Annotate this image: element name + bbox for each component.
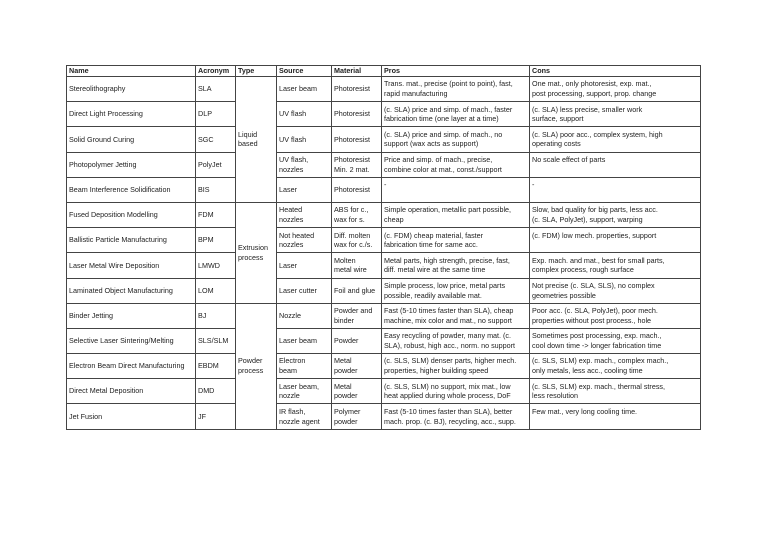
name-cell: Direct Light Processing <box>67 102 196 127</box>
pros-cell <box>382 202 530 227</box>
name-cell: Binder Jetting <box>67 303 196 328</box>
header-type: Type <box>236 66 277 77</box>
source-cell <box>277 102 332 127</box>
material-cell <box>332 328 382 353</box>
source-cell-line: Laser cutter <box>279 285 317 295</box>
source-cell <box>277 228 332 253</box>
acronym-cell: BJ <box>196 303 236 328</box>
cons-cell <box>530 379 701 404</box>
material-cell-line: Metal <box>334 381 352 391</box>
material-cell-line: powder <box>334 416 358 426</box>
name-cell: Direct Metal Deposition <box>67 379 196 404</box>
type-group-cell: Powder process <box>236 303 277 429</box>
material-cell-line: powder <box>334 366 358 376</box>
table-row <box>67 404 701 429</box>
table-row <box>67 328 701 353</box>
pros-cell-line: cheap <box>384 215 404 225</box>
cons-cell <box>530 228 701 253</box>
cons-cell-line: Slow, bad quality for big parts, less acc. <box>532 205 658 215</box>
header-source: Source <box>277 66 332 77</box>
source-cell-line: nozzles <box>279 164 304 174</box>
source-cell <box>277 253 332 278</box>
material-cell-line: Photoresist <box>334 109 370 119</box>
acronym-cell: SGC <box>196 127 236 152</box>
cons-cell <box>530 177 701 202</box>
acronym-cell: PolyJet <box>196 152 236 177</box>
pros-cell-line: Metal parts, high strength, precise, fast, <box>384 255 510 265</box>
name-cell: Jet Fusion <box>67 404 196 429</box>
pros-cell-line: fabrication time for same acc. <box>384 240 478 250</box>
table-row <box>67 278 701 303</box>
header-pros: Pros <box>382 66 530 77</box>
pros-cell-line: (c. SLS, SLM) no support, mix mat., low <box>384 381 511 391</box>
table-row <box>67 228 701 253</box>
cons-cell-line <box>532 417 698 427</box>
pros-cell <box>382 77 530 102</box>
name-cell: Stereolithography <box>67 77 196 102</box>
cons-cell <box>530 303 701 328</box>
pros-cell-line: (c. SLS, SLM) denser parts, higher mech. <box>384 356 517 366</box>
cons-cell <box>530 127 701 152</box>
pros-cell-line: diff. metal wire at the same time <box>384 265 486 275</box>
pros-cell-line: Fast (5-10 times faster than SLA), cheap <box>384 306 514 316</box>
material-cell-line: Photoresist <box>334 134 370 144</box>
cons-cell <box>530 77 701 102</box>
source-cell <box>277 177 332 202</box>
pros-cell <box>382 127 530 152</box>
cons-cell-line: properties without post process., hole <box>532 315 652 325</box>
cons-cell-line: cool down time -> longer fabrication time <box>532 340 662 350</box>
source-cell-line: Laser <box>279 184 297 194</box>
table-row <box>67 102 701 127</box>
material-cell-line: wax for s. <box>334 215 365 225</box>
pros-cell <box>382 303 530 328</box>
name-cell: Solid Ground Curing <box>67 127 196 152</box>
material-cell-line: binder <box>334 315 354 325</box>
name-cell: Laser Metal Wire Deposition <box>67 253 196 278</box>
cons-cell-line: One mat., only photoresist, exp. mat., <box>532 79 652 89</box>
cons-cell-line: surface, support <box>532 114 584 124</box>
source-cell-line: Laser beam <box>279 84 317 94</box>
table-row <box>67 253 701 278</box>
cons-cell-line: Poor acc. (c. SLA, PolyJet), poor mech. <box>532 306 658 316</box>
cons-cell-line: - <box>532 180 535 190</box>
pros-cell <box>382 253 530 278</box>
source-cell-line: beam <box>279 366 297 376</box>
source-cell-line: Not heated <box>279 230 315 240</box>
cons-cell-line <box>532 165 698 175</box>
material-cell <box>332 152 382 177</box>
cons-cell-line: Sometimes post processing, exp. mach., <box>532 331 662 341</box>
material-cell-line: wax for c./s. <box>334 240 373 250</box>
source-cell <box>277 379 332 404</box>
table-row <box>67 152 701 177</box>
acronym-cell: JF <box>196 404 236 429</box>
material-cell-line: Photoresist <box>334 84 370 94</box>
cons-cell-line: operating costs <box>532 139 581 149</box>
cons-cell-line: (c. SLA) less precise, smaller work <box>532 104 643 114</box>
pros-cell-line: - <box>384 180 387 190</box>
source-cell <box>277 202 332 227</box>
material-cell-line: Photoresist <box>334 154 370 164</box>
acronym-cell: EBDM <box>196 354 236 379</box>
pros-cell-line: Easy recycling of powder, many mat. (c. <box>384 331 512 341</box>
material-cell <box>332 102 382 127</box>
cons-cell-line: (c. SLS, SLM) exp. mach., thermal stress, <box>532 381 666 391</box>
comparison-table <box>66 65 701 430</box>
source-cell <box>277 278 332 303</box>
material-cell <box>332 228 382 253</box>
name-cell: Electron Beam Direct Manufacturing <box>67 354 196 379</box>
pros-cell-line: fabrication time (one layer at a time) <box>384 114 499 124</box>
table-row <box>67 354 701 379</box>
acronym-cell: FDM <box>196 202 236 227</box>
pros-cell-line: Simple process, low price, metal parts <box>384 280 506 290</box>
material-cell <box>332 127 382 152</box>
name-cell: Photopolymer Jetting <box>67 152 196 177</box>
material-cell <box>332 177 382 202</box>
name-cell: Fused Deposition Modelling <box>67 202 196 227</box>
source-cell-line: Laser beam, <box>279 381 319 391</box>
acronym-cell: LMWD <box>196 253 236 278</box>
material-cell-line: Photoresist <box>334 184 370 194</box>
material-cell <box>332 202 382 227</box>
table-row <box>67 303 701 328</box>
cons-cell <box>530 404 701 429</box>
material-cell-line: Powder and <box>334 306 373 316</box>
cons-cell-line: (c. SLS, SLM) exp. mach., complex mach., <box>532 356 669 366</box>
cons-cell-line: Not precise (c. SLA, SLS), no complex <box>532 280 655 290</box>
name-cell: Beam Interference Solidification <box>67 177 196 202</box>
pros-cell-line: combine color at mat., const./support <box>384 164 502 174</box>
source-cell <box>277 77 332 102</box>
material-cell <box>332 379 382 404</box>
cons-cell <box>530 253 701 278</box>
cons-cell <box>530 354 701 379</box>
cons-cell-line <box>532 240 698 250</box>
cons-cell <box>530 328 701 353</box>
source-cell-line: nozzle agent <box>279 416 320 426</box>
source-cell-line: Electron <box>279 356 306 366</box>
source-cell-line: Laser beam <box>279 336 317 346</box>
pros-cell-line: (c. FDM) cheap material, faster <box>384 230 484 240</box>
acronym-cell: LOM <box>196 278 236 303</box>
table-row <box>67 202 701 227</box>
pros-cell-line: Price and simp. of mach., precise, <box>384 154 493 164</box>
pros-cell-line: (c. SLA) price and simp. of mach., faster <box>384 104 513 114</box>
type-group-cell: Liquid based <box>236 77 277 203</box>
pros-cell-line: mach. prop. (c. BJ), recycling, acc., supp. <box>384 416 516 426</box>
material-cell <box>332 77 382 102</box>
cons-cell-line: (c. FDM) low mech. properties, support <box>532 230 657 240</box>
material-cell-line: Foil and glue <box>334 285 376 295</box>
name-cell: Selective Laser Sintering/Melting <box>67 328 196 353</box>
source-cell-line: nozzle <box>279 391 300 401</box>
material-cell <box>332 354 382 379</box>
pros-cell-line: machine, mix color and mat., no support <box>384 315 512 325</box>
table-row <box>67 77 701 102</box>
material-cell <box>332 404 382 429</box>
cons-cell-line: Few mat., very long cooling time. <box>532 406 638 416</box>
acronym-cell: BPM <box>196 228 236 253</box>
source-cell-line: UV flash <box>279 109 307 119</box>
source-cell-line: UV flash <box>279 134 307 144</box>
name-cell: Laminated Object Manufacturing <box>67 278 196 303</box>
source-cell <box>277 152 332 177</box>
header-material: Material <box>332 66 382 77</box>
header-acronym: Acronym <box>196 66 236 77</box>
cons-cell <box>530 102 701 127</box>
cons-cell <box>530 278 701 303</box>
material-cell-line: Min. 2 mat. <box>334 164 370 174</box>
material-cell-line: Diff. molten <box>334 230 371 240</box>
pros-cell-line <box>384 190 527 200</box>
header-name: Name <box>67 66 196 77</box>
material-cell-line: Powder <box>334 336 359 346</box>
pros-cell-line: possible, readily available mat. <box>384 290 482 300</box>
material-cell-line: metal wire <box>334 265 367 275</box>
pros-cell <box>382 102 530 127</box>
pros-cell-line: heat applied during whole process, DoF <box>384 391 511 401</box>
material-cell-line: powder <box>334 391 358 401</box>
source-cell <box>277 328 332 353</box>
material-cell <box>332 303 382 328</box>
cons-cell-line: (c. SLA, PolyJet), support, warping <box>532 215 643 225</box>
name-cell: Ballistic Particle Manufacturing <box>67 228 196 253</box>
pros-cell-line: (c. SLA) price and simp. of mach., no <box>384 129 503 139</box>
pros-cell <box>382 228 530 253</box>
acronym-cell: SLS/SLM <box>196 328 236 353</box>
table-row <box>67 177 701 202</box>
pros-cell-line: SLA), robust, high acc., norm. no support <box>384 340 516 350</box>
cons-cell <box>530 152 701 177</box>
cons-cell <box>530 202 701 227</box>
pros-cell <box>382 177 530 202</box>
cons-cell-line: geometries possible <box>532 290 596 300</box>
header-row <box>67 66 701 77</box>
source-cell-line: Heated <box>279 205 303 215</box>
cons-cell-line <box>532 190 698 200</box>
pros-cell-line: support (wax acts as support) <box>384 139 479 149</box>
material-cell-line: ABS for c., <box>334 205 369 215</box>
cons-cell-line: Exp. mach. and mat., best for small parts, <box>532 255 665 265</box>
cons-cell-line: (c. SLA) poor acc., complex system, high <box>532 129 663 139</box>
material-cell-line: Polymer <box>334 406 361 416</box>
cons-cell-line: only metals, less acc., cooling time <box>532 366 643 376</box>
cons-cell-line: less resolution <box>532 391 578 401</box>
source-cell-line: IR flash, <box>279 406 306 416</box>
acronym-cell: DLP <box>196 102 236 127</box>
table-row <box>67 127 701 152</box>
source-cell <box>277 303 332 328</box>
source-cell <box>277 354 332 379</box>
pros-cell-line: Fast (5-10 times faster than SLA), better <box>384 406 513 416</box>
pros-cell-line: Trans. mat., precise (point to point), fast, <box>384 79 513 89</box>
source-cell-line: Laser <box>279 260 297 270</box>
pros-cell-line: Simple operation, metallic part possible, <box>384 205 512 215</box>
cons-cell-line: complex process, rough surface <box>532 265 634 275</box>
pros-cell-line: rapid manufacturing <box>384 89 448 99</box>
table-row <box>67 379 701 404</box>
pros-cell-line: properties, higher building speed <box>384 366 489 376</box>
type-group-cell: Extrusion process <box>236 202 277 303</box>
cons-cell-line: No scale effect of parts <box>532 154 606 164</box>
header-cons: Cons <box>530 66 701 77</box>
source-cell <box>277 404 332 429</box>
source-cell-line: nozzles <box>279 215 304 225</box>
pros-cell <box>382 152 530 177</box>
material-cell <box>332 253 382 278</box>
source-cell <box>277 127 332 152</box>
source-cell-line: UV flash, <box>279 154 309 164</box>
cons-cell-line: post processing, support, prop. change <box>532 89 657 99</box>
material-cell-line: Metal <box>334 356 352 366</box>
acronym-cell: SLA <box>196 77 236 102</box>
acronym-cell: DMD <box>196 379 236 404</box>
acronym-cell: BIS <box>196 177 236 202</box>
pros-cell <box>382 354 530 379</box>
pros-cell <box>382 404 530 429</box>
material-cell <box>332 278 382 303</box>
source-cell-line: nozzles <box>279 240 304 250</box>
pros-cell <box>382 328 530 353</box>
pros-cell <box>382 379 530 404</box>
source-cell-line: Nozzle <box>279 310 301 320</box>
pros-cell <box>382 278 530 303</box>
material-cell-line: Molten <box>334 255 356 265</box>
